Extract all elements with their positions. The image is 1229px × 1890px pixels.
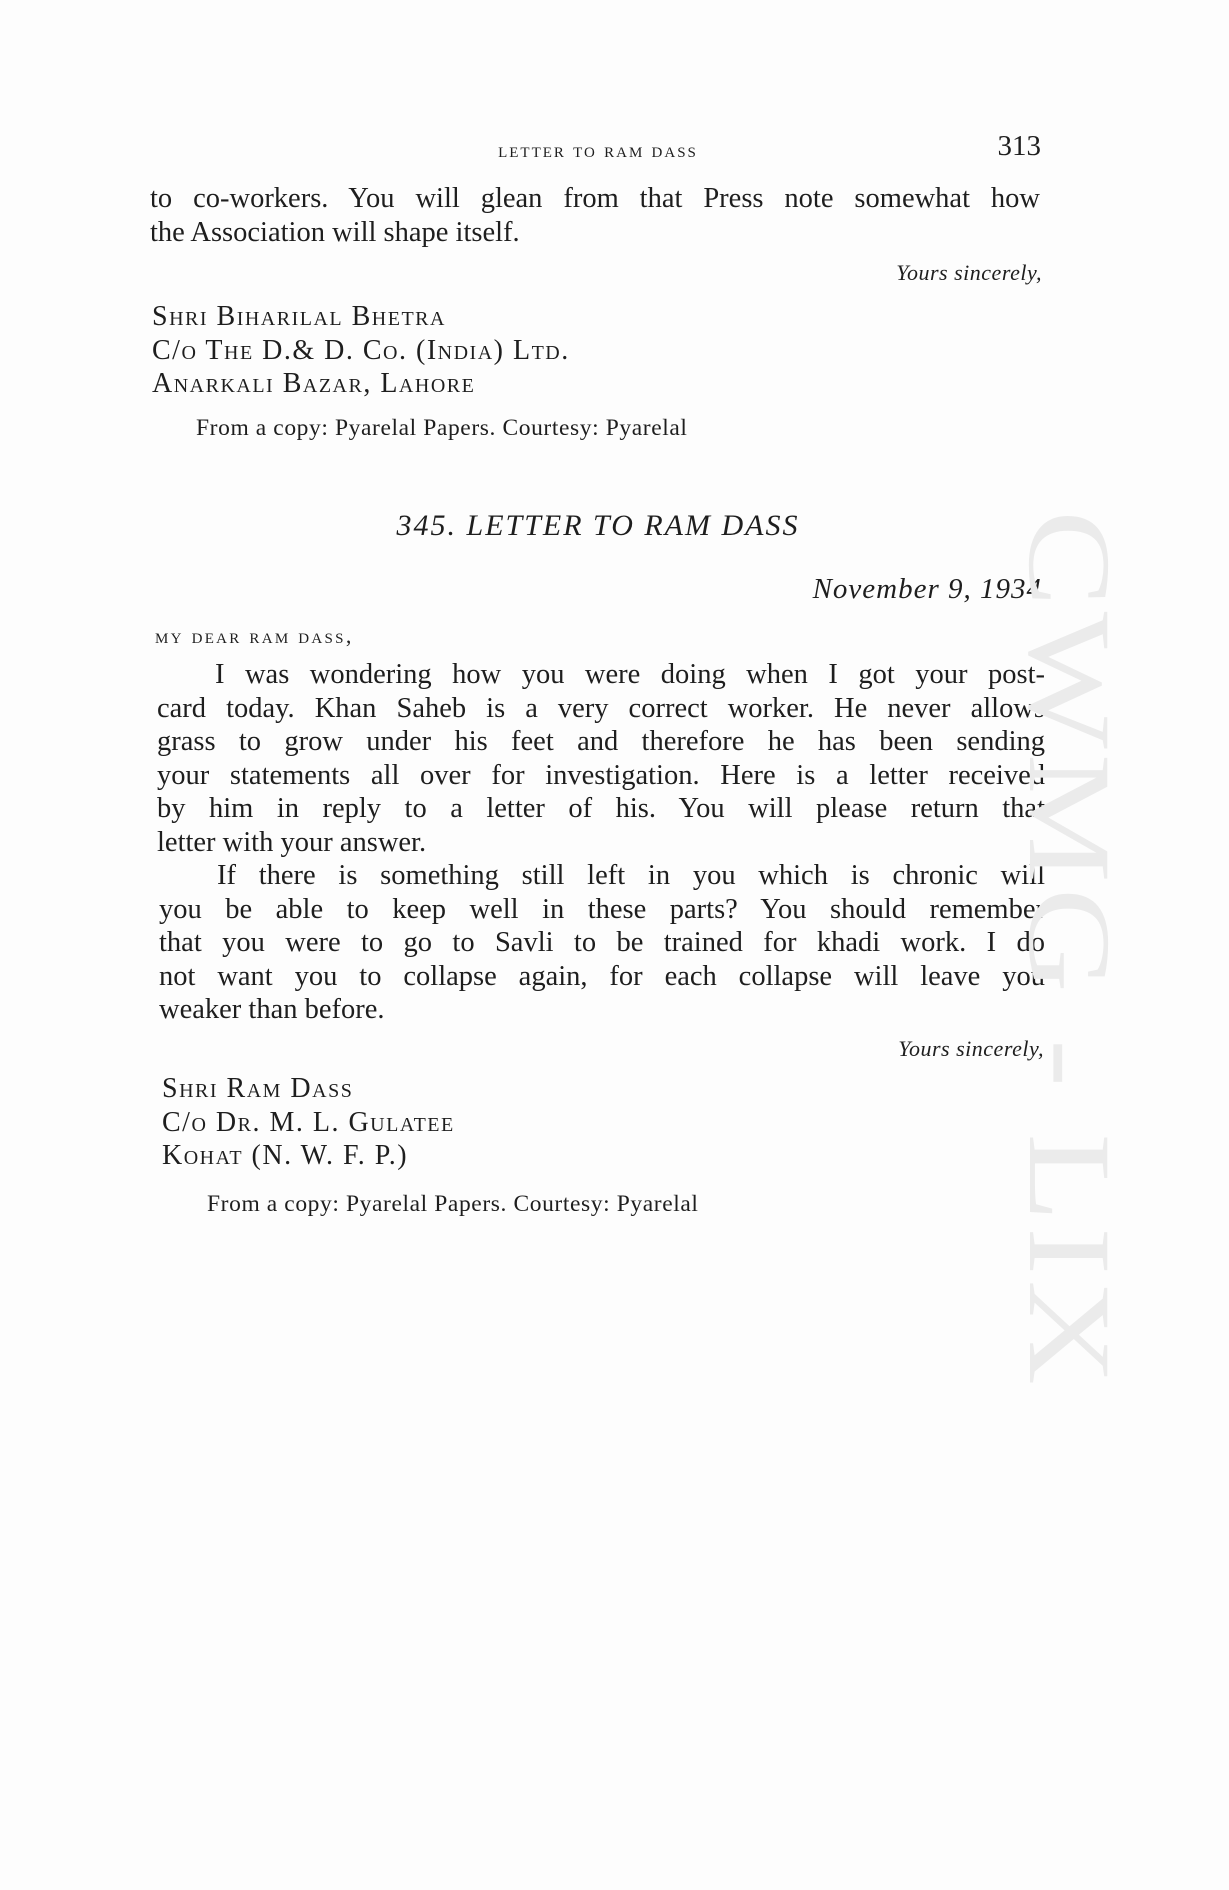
continuation-paragraph — [150, 182, 1040, 249]
body-paragraph-1 — [157, 658, 1045, 859]
letter-date: November 9, 1934 — [812, 573, 1042, 605]
text-line: that you were to go to Savli to be trained for khadi work. I do — [159, 927, 1045, 958]
text-line: not want you to collapse again, for each collapse will leave you — [159, 960, 1045, 992]
text-line: by him in reply to a letter of his. You will please return that — [157, 793, 1045, 824]
address-line: C/o Dr. M. L. Gulatee — [162, 1106, 455, 1138]
source-note: From a copy: Pyarelal Papers. Courtesy: Pyarelal — [207, 1191, 699, 1217]
source-note: From a copy: Pyarelal Papers. Courtesy: Pyarelal — [196, 415, 688, 441]
item-heading: 345. LETTER TO RAM DASS — [396, 509, 800, 542]
text-line: grass to grow under his feet and therefore he has been sending — [157, 726, 1045, 757]
address-line: Kohat (N. W. F. P.) — [162, 1140, 409, 1171]
address-line: Anarkali Bazar, Lahore — [152, 368, 476, 399]
watermark-text: CWMG - LIX — [1004, 510, 1135, 1226]
running-title: letter to ram dass — [498, 138, 698, 162]
address-line: Shri Biharilal Bhetra — [152, 301, 446, 332]
address-line: Shri Ram Dass — [162, 1073, 354, 1104]
closing-signature: Yours sincerely, — [896, 260, 1042, 285]
closing-signature: Yours sincerely, — [898, 1036, 1044, 1061]
watermark — [1004, 500, 1135, 1400]
page-number: 313 — [997, 130, 1041, 162]
recipient-address — [162, 1072, 455, 1173]
text-line: you be able to keep well in these parts? You should remember — [159, 893, 1045, 925]
text-line: letter with your answer. — [157, 826, 427, 858]
salutation: my dear ram dass, — [155, 623, 354, 648]
text-line: your statements all over for investigation. Here is a letter received — [157, 759, 1045, 791]
text-line: If there is something still left in you which is chronic will — [217, 860, 1045, 891]
text-line: the Association will shape itself. — [150, 216, 520, 248]
recipient-address — [152, 300, 570, 401]
text-line: card today. Khan Saheb is a very correct worker. He never allows — [157, 692, 1045, 724]
text-line: I was wondering how you were doing when I got your post- — [215, 659, 1045, 690]
running-head — [150, 130, 1046, 168]
text-line: weaker than before. — [159, 994, 385, 1025]
text-line: to co-workers. You will glean from that Press note somewhat how — [150, 183, 1040, 214]
address-line: C/o The D.& D. Co. (India) Ltd. — [152, 334, 570, 366]
body-paragraph-2 — [159, 859, 1045, 1027]
